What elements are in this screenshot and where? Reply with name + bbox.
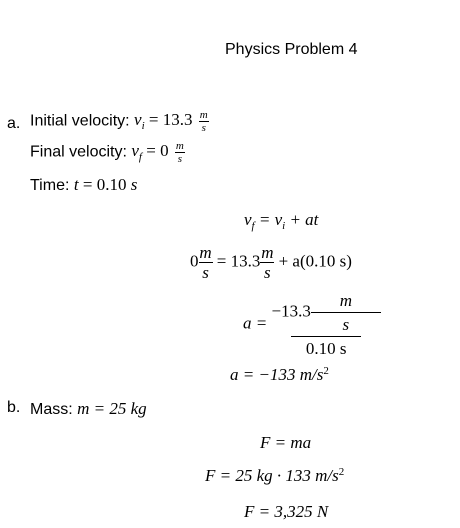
mass-expr: m = 25 kg bbox=[77, 399, 147, 418]
final-velocity-expr: $v_f = 0$ $\frac{m}{s}$ bbox=[131, 140, 184, 165]
final-velocity-row bbox=[30, 141, 185, 164]
equation-acceleration-fraction: a = −13.3 $\frac{m}{s}$ 0.10 s bbox=[243, 292, 381, 357]
initial-velocity-label: Initial velocity: bbox=[30, 112, 130, 130]
final-velocity-label: Final velocity: bbox=[30, 143, 127, 161]
time-expr: t = 0.10 s bbox=[73, 175, 138, 194]
unit-m-per-s: $\frac{m}{s}$ bbox=[311, 292, 381, 333]
time-row bbox=[30, 176, 137, 194]
part-a-marker: a. bbox=[7, 115, 21, 132]
equation-substituted: 0 $\frac{m}{s}$ = 13.3 $\frac{m}{s}$ + a(0.10 s) bbox=[190, 243, 352, 282]
equation-kinematic: $v_f = v_i$ + at bbox=[244, 210, 319, 232]
initial-velocity-expr: $v_i = 13.3$ $\frac{m}{s}$ bbox=[134, 109, 208, 134]
unit-m-per-s: $\frac{m}{s}$ bbox=[261, 243, 274, 282]
unit-m-per-s: $\frac{m}{s}$ bbox=[199, 243, 212, 282]
time-label: Time: bbox=[30, 177, 70, 194]
equation-newton: F = ma bbox=[260, 433, 312, 452]
equation-force-result: F = 3,325 N bbox=[244, 502, 329, 521]
unit-m-per-s: $\frac{m}{s}$ bbox=[199, 109, 208, 134]
mass-label: Mass: bbox=[30, 401, 73, 418]
unit-m-per-s: $\frac{m}{s}$ bbox=[175, 140, 184, 165]
mass-row bbox=[30, 400, 147, 418]
acceleration-fraction: −13.3 $\frac{m}{s}$ 0.10 s bbox=[271, 292, 380, 357]
initial-velocity-row bbox=[30, 110, 209, 133]
page-title: Physics Problem 4 bbox=[225, 41, 358, 58]
equation-acceleration-result: a = −133 $m/s^2$ bbox=[230, 365, 329, 384]
equation-force-substituted: F = 25 kg · 133 $m/s^2$ bbox=[205, 466, 345, 485]
part-b-marker: b. bbox=[7, 399, 21, 416]
